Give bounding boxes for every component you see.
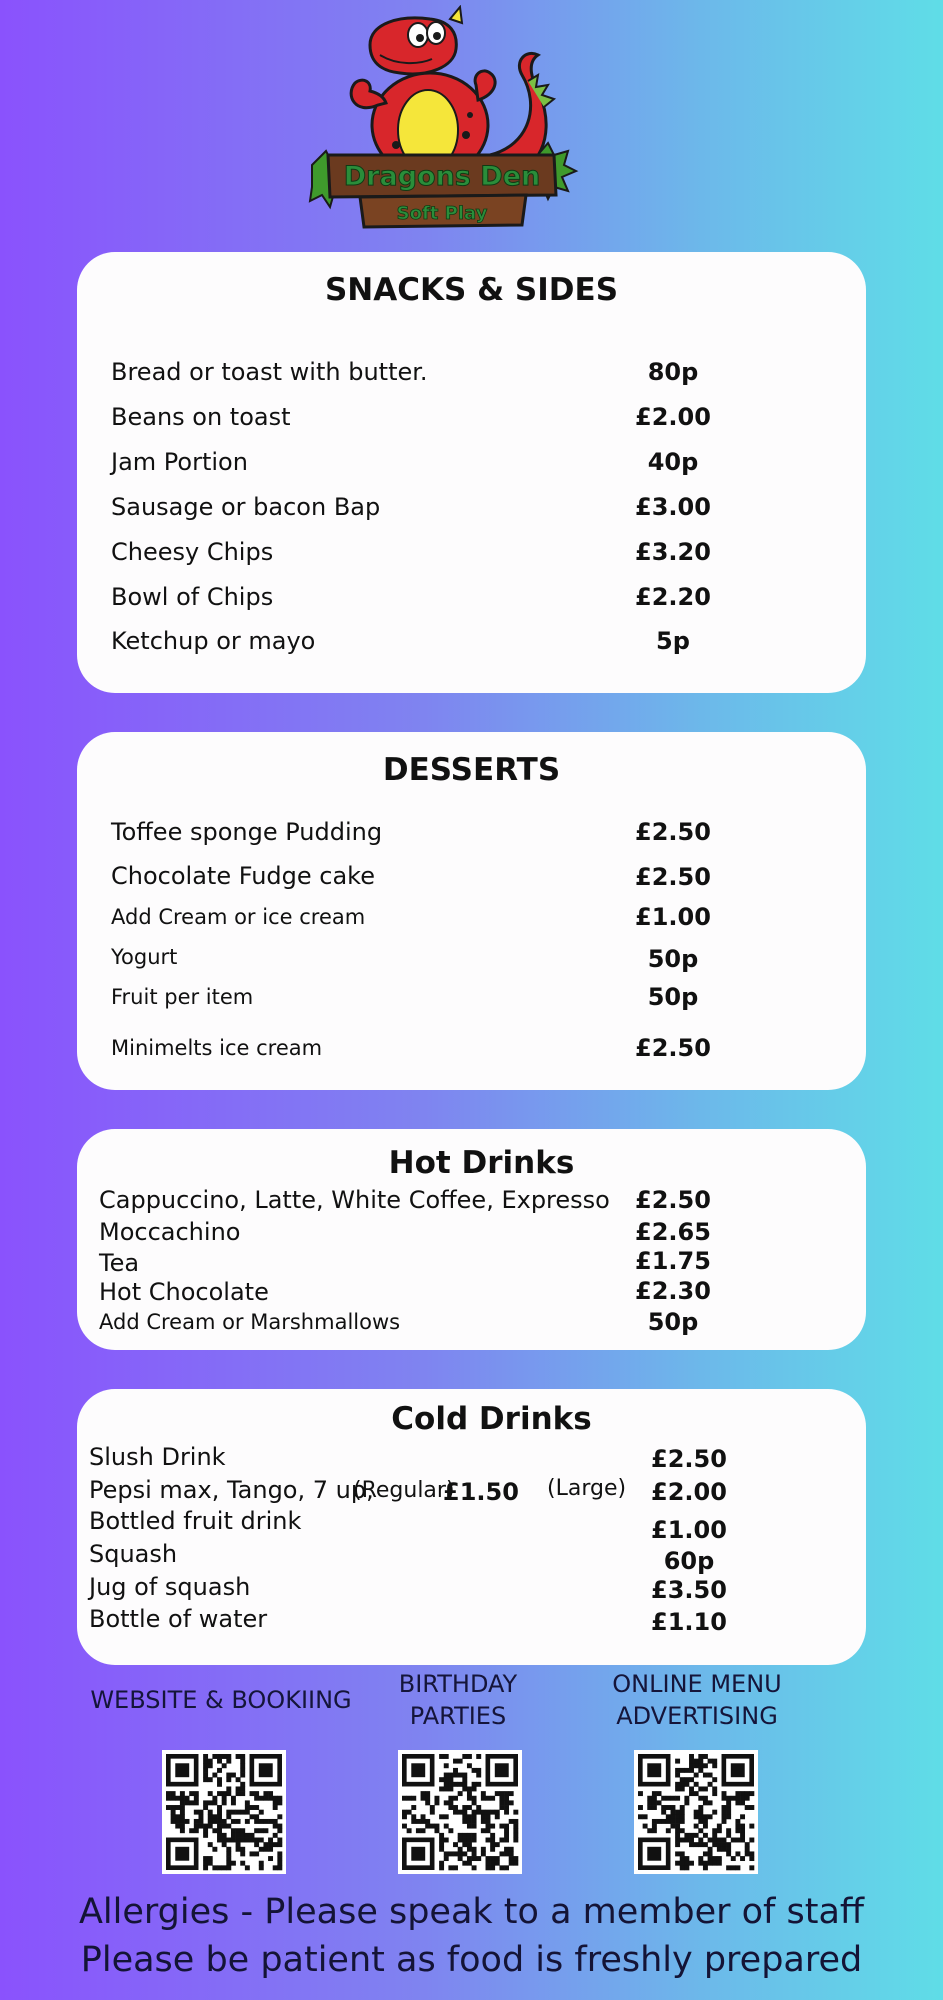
menu-item-name: Jam Portion [111,448,248,476]
regular-size-label: (Regular) [353,1478,455,1503]
menu-item-name: Bowl of Chips [111,583,274,611]
menu-item-price: £2.65 [635,1218,711,1246]
menu-item-price: £1.75 [635,1247,711,1275]
menu-item-name: Moccachino [99,1218,241,1246]
qr-label-line: PARTIES [409,1702,507,1730]
qr-code-website-booking[interactable] [162,1750,286,1874]
menu-item-name: Hot Chocolate [99,1278,269,1306]
menu-item-name: Add Cream or ice cream [111,905,366,929]
qr-label-line: ONLINE MENU [612,1670,782,1698]
menu-item-name: Chocolate Fudge cake [111,862,375,890]
menu-item-price: 80p [647,358,699,386]
qr-label-line: BIRTHDAY [398,1670,518,1698]
menu-item-name: Bread or toast with butter. [111,358,428,386]
snacks-title: SNACKS & SIDES [324,272,619,308]
menu-item-price: £2.50 [635,863,711,891]
logo-subtitle: Soft Play [396,203,488,224]
menu-item-name: Yogurt [111,945,178,969]
qr-code-online-menu[interactable] [634,1750,758,1874]
menu-item-price: £2.50 [635,1034,711,1062]
cold-drinks-title: Cold Drinks [391,1401,592,1437]
menu-item-price: £2.20 [635,583,711,611]
menu-item-name: Minimelts ice cream [111,1036,323,1060]
desserts-title: DESSERTS [382,752,561,788]
menu-item-price: £3.00 [635,493,711,521]
menu-item-price: £2.50 [635,1186,711,1214]
menu-item-name: Squash [89,1540,178,1568]
cold-drinks-card [77,1389,866,1665]
dragons-den-logo [300,5,580,237]
menu-item-price: 50p [647,983,699,1011]
qr-label-line: WEBSITE & BOOKIING [90,1686,352,1714]
menu-item-name: Add Cream or Marshmallows [99,1310,401,1334]
qr-label-website-booking [80,1684,362,1716]
menu-item-price: £2.50 [651,1445,727,1473]
menu-item-price: £2.50 [635,818,711,846]
desserts-card [77,732,866,1090]
snacks-card [77,252,866,693]
menu-item-price: 50p [647,945,699,973]
menu-item-price: £2.30 [635,1277,711,1305]
menu-item-price: 60p [663,1547,715,1575]
menu-item-price: £1.00 [635,903,711,931]
menu-item-name: Fruit per item [111,985,254,1009]
menu-item-price: 50p [647,1308,699,1336]
menu-item-price: 5p [656,627,690,655]
qr-label-birthday-parties [378,1668,538,1732]
hot-drinks-title: Hot Drinks [388,1145,575,1181]
patience-notice: Please be patient as food is freshly prepared [80,1940,863,1980]
menu-item-price: £2.00 [651,1478,727,1506]
allergy-notice: Allergies - Please speak to a member of staff [78,1892,865,1932]
menu-item-name: Bottle of water [89,1605,268,1633]
menu-item-price: £1.00 [651,1516,727,1544]
menu-item-name: Bottled fruit drink [89,1507,302,1535]
logo-title: Dragons Den [343,161,541,192]
menu-item-name: Cheesy Chips [111,538,274,566]
menu-item-name: Jug of squash [89,1573,251,1601]
hot-drinks-card [77,1129,866,1350]
large-size-label: (Large) [547,1476,627,1501]
menu-item-name: Ketchup or mayo [111,627,316,655]
qr-label-online-menu [590,1668,804,1732]
menu-item-price: 40p [647,448,699,476]
menu-item-name: Beans on toast [111,403,291,431]
menu-item-price: £1.10 [651,1608,727,1636]
menu-item-name: Tea [99,1249,140,1277]
regular-size-price: £1.50 [443,1478,519,1506]
menu-item-price: £2.00 [635,403,711,431]
qr-code-birthday-parties[interactable] [398,1750,522,1874]
menu-item-name: Slush Drink [89,1443,226,1471]
menu-item-name: Toffee sponge Pudding [111,818,383,846]
menu-item-name: Pepsi max, Tango, 7 up, [89,1476,374,1504]
menu-item-price: £3.50 [651,1576,727,1604]
qr-label-line: ADVERTISING [616,1702,778,1730]
menu-item-name: Sausage or bacon Bap [111,493,381,521]
menu-item-name: Cappuccino, Latte, White Coffee, Expresso [99,1186,610,1214]
menu-item-price: £3.20 [635,538,711,566]
